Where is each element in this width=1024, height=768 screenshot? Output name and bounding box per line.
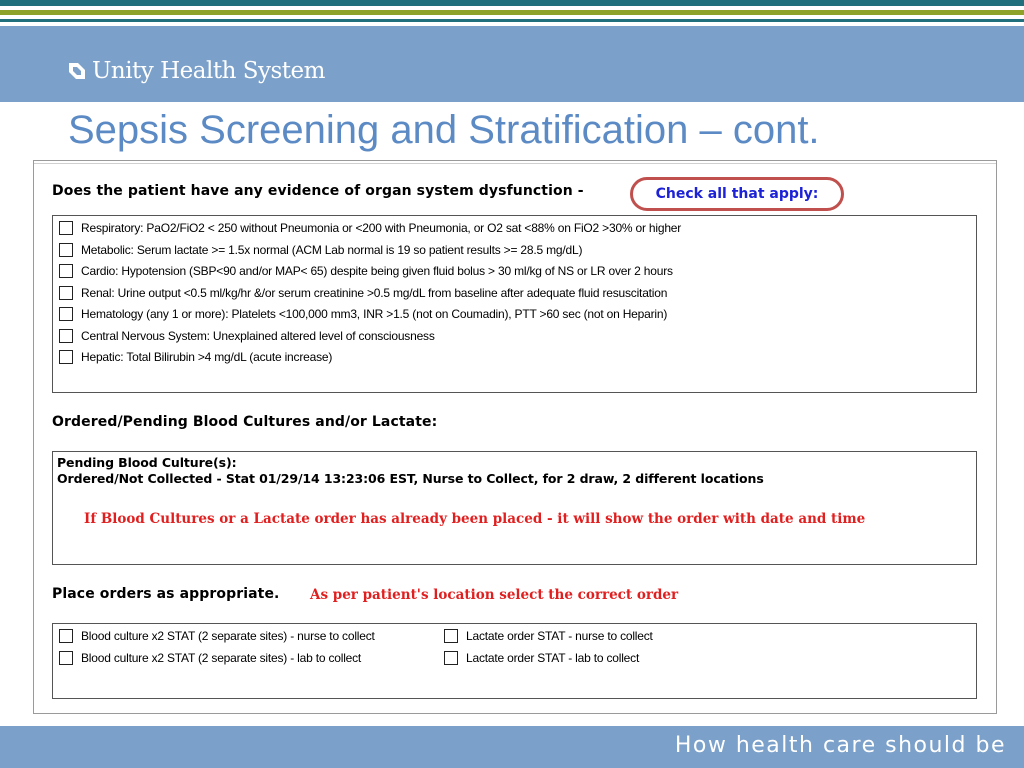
order-lactate-nurse[interactable] [444,628,653,644]
renal-label: Renal: Urine output <0.5 ml/kg/hr &/or serum creatinine >0.5 mg/dL from baseline after adequate fluid resuscitation [81,285,668,300]
organ-item-respiratory[interactable] [59,220,681,236]
ordered-not-collected-line: Ordered/Not Collected - Stat 01/29/14 13:23:06 EST, Nurse to Collect, for 2 draw, 2 different locations [57,471,764,486]
hematology-label: Hematology (any 1 or more): Platelets <100,000 mm3, INR >1.5 (not on Coumadin), PTT >60 sec (not on Heparin) [81,307,668,321]
blood-cultures-heading: Ordered/Pending Blood Cultures and/or Lactate: [52,414,438,430]
screening-form-panel [33,160,997,714]
place-orders-heading: Place orders as appropriate. [52,586,280,602]
check-all-callout [630,177,844,211]
panel-top-border [34,161,996,164]
blood-culture-nurse-checkbox[interactable] [59,629,73,643]
cns-checkbox[interactable] [59,329,73,343]
organ-item-cns[interactable] [59,328,435,344]
organ-item-renal[interactable] [59,285,667,301]
tagline: How health care should be [674,733,1006,758]
order-blood-culture-lab[interactable] [59,650,361,666]
hepatic-checkbox[interactable] [59,350,73,364]
metabolic-label: Metabolic: Serum lactate >= 1.5x normal (ACM Lab normal is 19 so patient results >= 28.5 mg/dL) [81,242,583,257]
respiratory-checkbox[interactable] [59,221,73,235]
place-orders-list [52,623,977,699]
order-lactate-lab[interactable] [444,650,639,666]
blood-cultures-status-box [52,451,977,565]
blood-culture-lab-checkbox[interactable] [59,651,73,665]
organ-dysfunction-list [52,215,977,393]
metabolic-checkbox[interactable] [59,243,73,257]
lactate-lab-checkbox[interactable] [444,651,458,665]
lactate-lab-label: Lactate order STAT - lab to collect [466,651,640,665]
pending-cultures-line: Pending Blood Culture(s): [57,455,237,470]
logo-mark-icon [68,61,86,81]
place-orders-note: As per patient's location select the correct order [310,587,679,603]
cardio-label: Cardio: Hypotension (SBP<90 and/or MAP< 65) despite being given fluid bolus > 30 ml/kg of NS or LR over 2 hours [81,264,673,278]
blood-cultures-note: If Blood Cultures or a Lactate order has already been placed - it will show the order with date and time [84,511,866,527]
logo [68,58,325,84]
order-blood-culture-nurse[interactable] [59,628,375,644]
check-all-callout-text: Check all that apply: [655,186,819,202]
logo-text: Unity Health System [92,58,325,84]
blood-culture-nurse-label: Blood culture x2 STAT (2 separate sites) - nurse to collect [81,629,375,643]
hematology-checkbox[interactable] [59,307,73,321]
respiratory-label: Respiratory: PaO2/FiO2 < 250 without Pneumonia or <200 with Pneumonia, or O2 sat <88% on FiO2 >30% or higher [81,221,682,235]
lactate-nurse-label: Lactate order STAT - nurse to collect [466,629,653,643]
organ-item-hematology[interactable] [59,306,667,322]
cardio-checkbox[interactable] [59,264,73,278]
organ-item-cardio[interactable] [59,263,673,279]
slide-title: Sepsis Screening and Stratification – cont. [68,108,820,152]
organ-item-metabolic[interactable] [59,242,582,258]
renal-checkbox[interactable] [59,286,73,300]
hepatic-label: Hepatic: Total Bilirubin >4 mg/dL (acute increase) [81,350,333,364]
cns-label: Central Nervous System: Unexplained altered level of consciousness [81,328,435,343]
top-stripe-teal-thin [0,19,1024,22]
blood-culture-lab-label: Blood culture x2 STAT (2 separate sites) - lab to collect [81,651,362,665]
lactate-nurse-checkbox[interactable] [444,629,458,643]
organ-dysfunction-heading: Does the patient have any evidence of organ system dysfunction - [52,183,584,199]
organ-item-hepatic[interactable] [59,349,332,365]
